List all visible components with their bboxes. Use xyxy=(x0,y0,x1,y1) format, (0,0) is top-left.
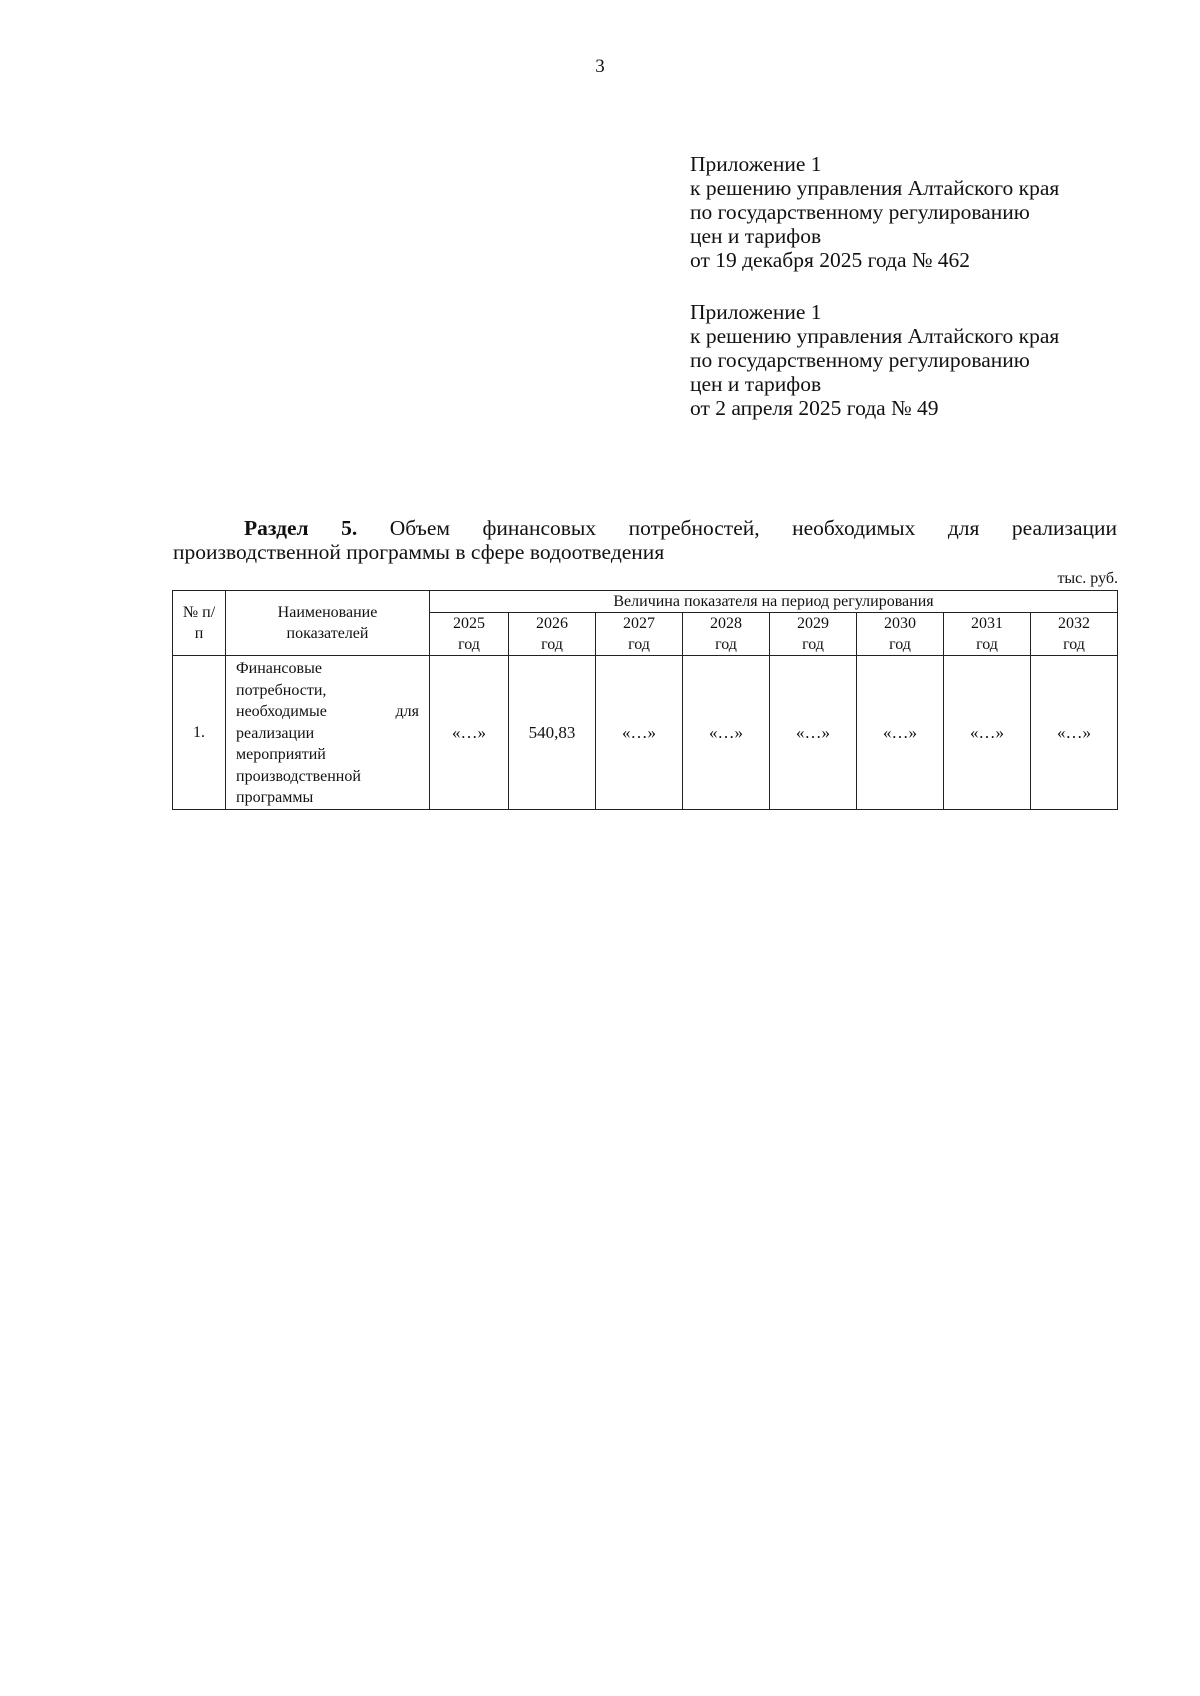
units-label: тыс. руб. xyxy=(1057,570,1118,587)
annex-line: цен и тарифов xyxy=(690,224,822,248)
annex-line: к решению управления Алтайского края xyxy=(690,324,1060,348)
value-cell: «…» xyxy=(770,656,857,810)
value-cell: «…» xyxy=(944,656,1031,810)
section-text-line1: Объем финансовых потребностей, необходимых для реализации xyxy=(389,516,1117,540)
header-name: Наименование показателей xyxy=(226,591,430,656)
year-header: 2031 год xyxy=(944,613,1031,656)
page-number: 3 xyxy=(595,56,605,77)
annex-line: к решению управления Алтайского края xyxy=(690,176,1060,200)
annex-title: Приложение 1 xyxy=(690,152,822,176)
annex-original xyxy=(690,300,1160,420)
annex-line: от 2 апреля 2025 года № 49 xyxy=(690,396,939,420)
year-header: 2030 год xyxy=(857,613,944,656)
row-number: 1. xyxy=(173,656,226,810)
table-header-row xyxy=(173,591,1118,613)
value-cell: «…» xyxy=(857,656,944,810)
section-label: Раздел 5. xyxy=(244,516,358,540)
year-header: 2027 год xyxy=(596,613,683,656)
annex-line: по государственному регулированию xyxy=(690,200,1030,224)
year-header: 2028 год xyxy=(683,613,770,656)
value-cell: «…» xyxy=(1031,656,1118,810)
year-header: 2025 год xyxy=(430,613,509,656)
annex-title: Приложение 1 xyxy=(690,300,822,324)
value-cell: «…» xyxy=(596,656,683,810)
annex-line: от 19 декабря 2025 года № 462 xyxy=(690,248,970,272)
header-number: № п/п xyxy=(173,591,226,656)
year-header: 2032 год xyxy=(1031,613,1118,656)
table-row xyxy=(173,656,1118,810)
section-heading-line1 xyxy=(173,516,1117,540)
value-cell: 540,83 xyxy=(509,656,596,810)
annex-line: по государственному регулированию xyxy=(690,348,1030,372)
annex-current xyxy=(690,152,1160,272)
year-header: 2026 год xyxy=(509,613,596,656)
annex-line: цен и тарифов xyxy=(690,372,822,396)
financial-needs-table xyxy=(172,590,1118,810)
header-period: Величина показателя на период регулирования xyxy=(430,591,1118,613)
year-header: 2029 год xyxy=(770,613,857,656)
value-cell: «…» xyxy=(683,656,770,810)
value-cell: «…» xyxy=(430,656,509,810)
section-text-line2: производственной программы в сфере водоотведения xyxy=(173,540,665,564)
row-name: Финансовые потребности, необходимые для реализации мероприятий производственной программы xyxy=(226,656,430,810)
section-heading xyxy=(173,516,1117,564)
